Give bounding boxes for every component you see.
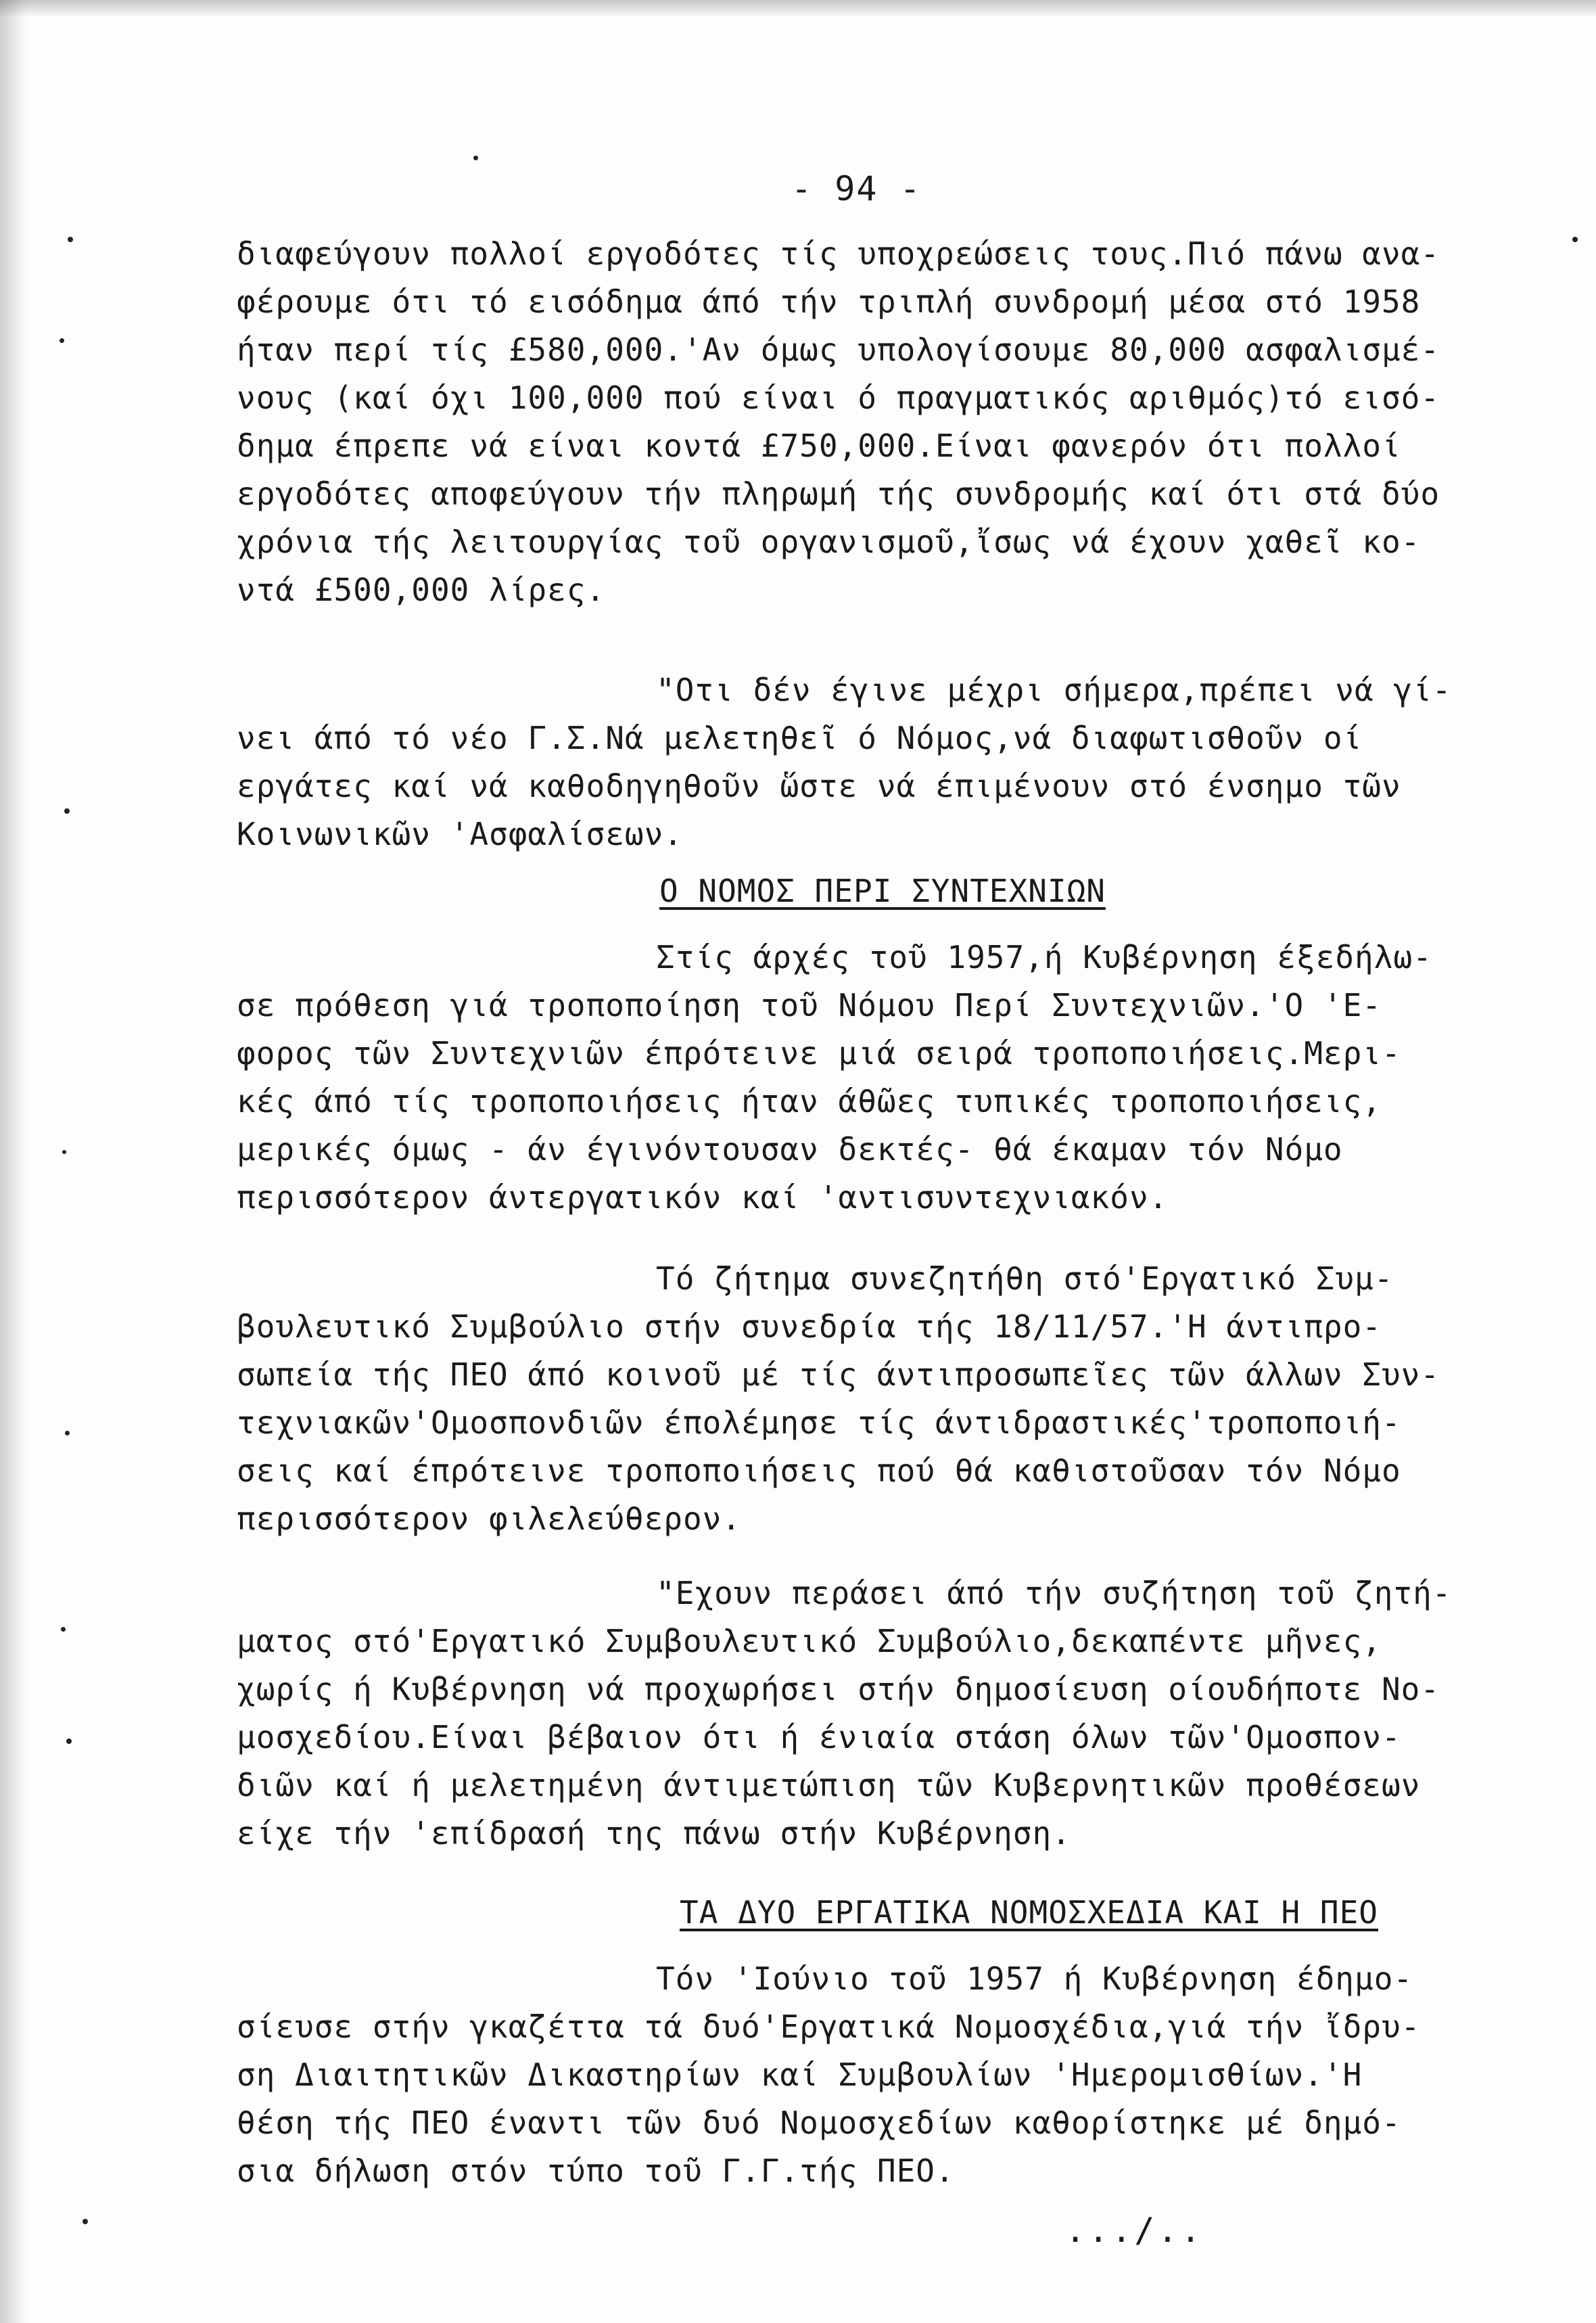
scan-speck: [68, 237, 73, 242]
text-line: μοσχεδίου.Είναι βέβαιον ότι ή ένιαία στάση όλων τῶν'Ομοσπον-: [237, 1719, 1401, 1755]
section-heading-labour-bills: ΤΑ ΔΥΟ ΕΡΓΑΤΙΚΑ ΝΟΜΟΣΧΕΔΙΑ ΚΑΙ Η ΠΕΟ: [680, 1894, 1378, 1931]
text-line: περισσότερον άντεργατικόν καί 'αντισυντεχνιακόν.: [237, 1179, 1169, 1216]
text-line: Στίς άρχές τοῦ 1957,ή Κυβέρνηση έξεδήλω-: [656, 939, 1432, 975]
scan-speck: [64, 808, 70, 814]
text-line: χρόνια τής λειτουργίας τοῦ οργανισμοῦ,ἴσως νά έχουν χαθεῖ κο-: [237, 524, 1421, 560]
paragraph-6: [237, 1955, 1501, 2195]
text-line: Κοινωνικῶν 'Ασφαλίσεων.: [237, 816, 683, 852]
paragraph-1: [237, 230, 1501, 614]
text-line: ση Διαιτητικῶν Δικαστηρίων καί Συμβουλίων 'Ημερομισθίων.'Η: [237, 2056, 1363, 2093]
text-line: νει άπό τό νέο Γ.Σ.Νά μελετηθεῖ ό Νόμος,νά διαφωτισθοῦν οί: [237, 720, 1363, 756]
text-line: βουλευτικό Συμβούλιο στήν συνεδρία τής 18/11/57.'Η άντιπρο-: [237, 1308, 1382, 1345]
text-line: διῶν καί ή μελετημένη άντιμετώπιση τῶν Κυβερνητικῶν προθέσεων: [237, 1767, 1421, 1803]
text-line: Τόν 'Ιούνιο τοῦ 1957 ή Κυβέρνηση έδημο-: [656, 1960, 1413, 1997]
text-line: σε πρόθεση γιά τροποποίηση τοῦ Νόμου Περί Συντεχνιῶν.'Ο 'Ε-: [237, 987, 1382, 1024]
text-line: εργάτες καί νά καθοδηγηθοῦν ὥστε νά έπιμένουν στό ένσημο τῶν: [237, 768, 1401, 804]
scan-speck: [61, 1627, 66, 1632]
text-line: ντά £500,000 λίρες.: [237, 572, 606, 608]
text-line: Τό ζήτημα συνεζητήθη στό'Εργατικό Συμ-: [656, 1260, 1394, 1297]
text-line: "Οτι δέν έγινε μέχρι σήμερα,πρέπει νά γί-: [656, 672, 1452, 708]
scan-speck: [66, 1739, 72, 1744]
text-line: σια δήλωση στόν τύπο τοῦ Γ.Γ.τής ΠΕΟ.: [237, 2153, 955, 2189]
scan-speck: [60, 338, 64, 343]
text-line: είχε τήν 'επίδρασή της πάνω στήν Κυβέρνηση.: [237, 1815, 1071, 1852]
text-line: σωπεία τής ΠΕΟ άπό κοινοῦ μέ τίς άντιπροσωπεῖες τῶν άλλων Συν-: [237, 1356, 1440, 1393]
paragraph-2: [237, 666, 1501, 858]
section-heading-trade-unions-law: Ο ΝΟΜΟΣ ΠΕΡΙ ΣΥΝΤΕΧΝΙΩΝ: [659, 873, 1106, 909]
scan-speck: [473, 156, 478, 160]
text-line: νους (καί όχι 100,000 πού είναι ό πραγματικός αριθμός)τό εισό-: [237, 380, 1440, 416]
scan-speck: [83, 2219, 88, 2224]
text-line: τεχνιακῶν'Ομοσπονδιῶν έπολέμησε τίς άντιδραστικές'τροποποιή-: [237, 1404, 1401, 1441]
text-line: δημα έπρεπε νά είναι κοντά £750,000.Είναι φανερόν ότι πολλοί: [237, 428, 1401, 464]
text-line: εργοδότες αποφεύγουν τήν πληρωμή τής συνδρομής καί ότι στά δύο: [237, 476, 1440, 512]
paragraph-4: [237, 1255, 1501, 1543]
text-line: θέση τής ΠΕΟ έναντι τῶν δυό Νομοσχεδίων καθορίστηκε μέ δημό-: [237, 2104, 1401, 2141]
continuation-mark: .../..: [1065, 2211, 1204, 2250]
text-line: διαφεύγουν πολλοί εργοδότες τίς υποχρεώσεις τους.Πιό πάνω ανα-: [237, 235, 1440, 272]
scan-top-shadow: [0, 0, 1596, 18]
text-line: "Εχουν περάσει άπό τήν συζήτηση τοῦ ζητή-: [656, 1575, 1452, 1611]
paragraph-3: [237, 934, 1501, 1222]
paragraph-5: [237, 1569, 1501, 1858]
text-line: μερικές όμως - άν έγινόντουσαν δεκτές- θά έκαμαν τόν Νόμο: [237, 1131, 1343, 1168]
text-line: χωρίς ή Κυβέρνηση νά προχωρήσει στήν δημοσίευση οίουδήποτε Νο-: [237, 1671, 1440, 1707]
text-line: σίευσε στήν γκαζέττα τά δυό'Εργατικά Νομοσχέδια,γιά τήν ἴδρυ-: [237, 2008, 1421, 2045]
text-line: σεις καί έπρότεινε τροποποιήσεις πού θά καθιστοῦσαν τόν Νόμο: [237, 1452, 1401, 1489]
text-line: φορος τῶν Συντεχνιῶν έπρότεινε μιά σειρά τροποποιήσεις.Μερι-: [237, 1035, 1401, 1072]
scan-speck: [62, 1150, 66, 1154]
scan-edge-shadow: [0, 0, 27, 2323]
text-line: ήταν περί τίς £580,000.'Αν όμως υπολογίσουμε 80,000 ασφαλισμέ-: [237, 331, 1440, 368]
page-number: - 94 -: [791, 169, 922, 208]
text-line: κές άπό τίς τροποποιήσεις ήταν άθῶες τυπικές τροποποιήσεις,: [237, 1083, 1382, 1120]
text-line: φέρουμε ότι τό εισόδημα άπό τήν τριπλή συνδρομή μέσα στό 1958: [237, 283, 1421, 320]
scan-speck: [65, 1431, 70, 1435]
scan-speck: [1572, 237, 1578, 242]
text-line: ματος στό'Εργατικό Συμβουλευτικό Συμβούλιο,δεκαπέντε μῆνες,: [237, 1623, 1382, 1659]
text-line: περισσότερον φιλελεύθερον.: [237, 1500, 742, 1537]
